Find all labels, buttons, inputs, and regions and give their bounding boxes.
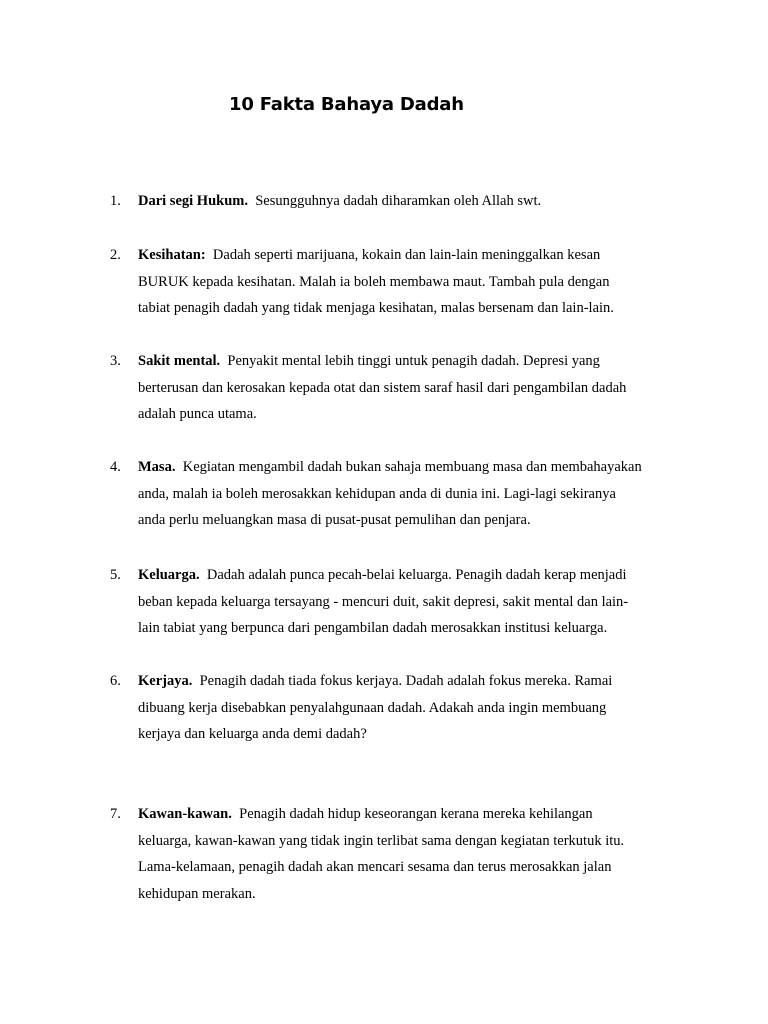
fact-heading: Masa. [138,459,176,475]
fact-line: kehidupan merakan. [138,886,256,903]
fact-item [110,348,690,428]
fact-line: dibuang kerja disebabkan penyalahgunaan dadah. Adakah anda ingin membuang [138,699,607,716]
fact-text: Kegiatan mengambil dadah bukan sahaja membuang masa dan membahayakan [182,459,642,475]
fact-number: 2. [110,247,121,263]
fact-number: 1. [110,193,121,209]
fact-text: Dadah adalah punca pecah-belai keluarga. Penagih dadah kerap menjadi [206,567,627,583]
fact-line: tabiat penagih dadah yang tidak menjaga kesihatan, malas bersenam dan lain-lain. [138,300,614,317]
fact-line: beban kepada keluarga tersayang - mencuri duit, sakit depresi, sakit mental dan lain- [138,593,629,610]
fact-body [138,668,690,748]
fact-line [138,242,690,269]
fact-line [138,801,690,828]
fact-body [138,348,690,428]
fact-text: Penagih dadah hidup keseorangan kerana mereka kehilangan [239,806,593,822]
fact-text: Sesungguhnya dadah diharamkan oleh Allah swt. [255,193,542,209]
fact-line [138,668,690,695]
fact-body [138,188,690,215]
fact-text: Penagih dadah tiada fokus kerjaya. Dadah adalah fokus mereka. Ramai [199,673,613,689]
fact-text: Penyakit mental lebih tinggi untuk penagih dadah. Depresi yang [227,353,600,369]
fact-heading: Kerjaya. [138,673,193,689]
fact-line: BURUK kepada kesihatan. Malah ia boleh membawa maut. Tambah pula dengan [138,273,610,290]
fact-body [138,242,690,322]
fact-line [138,348,690,375]
fact-line: anda perlu meluangkan masa di pusat-pusat pemulihan dan penjara. [138,512,531,529]
fact-item [110,454,690,534]
fact-line [138,454,690,481]
fact-item [110,188,690,215]
fact-heading: Kawan-kawan. [138,806,232,822]
fact-line: anda, malah ia boleh merosakkan kehidupan anda di dunia ini. Lagi-lagi sekiranya [138,485,616,502]
fact-number: 6. [110,673,121,689]
fact-number: 4. [110,459,121,475]
fact-body [138,801,690,908]
fact-heading: Kesihatan: [138,247,206,263]
fact-heading: Sakit mental. [138,353,221,369]
fact-number: 3. [110,353,121,369]
fact-heading: Dari segi Hukum. [138,193,248,209]
fact-number: 5. [110,567,121,583]
fact-line: keluarga, kawan-kawan yang tidak ingin terlibat sama dengan kegiatan terkutuk itu. [138,832,625,849]
fact-line: Lama-kelamaan, penagih dadah akan mencari sesama dan terus merosakkan jalan [138,859,612,876]
fact-item [110,668,690,748]
fact-line: berterusan dan kerosakan kepada otat dan sistem saraf hasil dari pengambilan dadah [138,379,627,396]
fact-line [138,562,690,589]
fact-item [110,801,690,908]
fact-line [138,188,690,215]
fact-heading: Keluarga. [138,567,200,583]
fact-body [138,454,690,534]
fact-number: 7. [110,806,121,822]
fact-item [110,562,690,642]
fact-line: lain tabiat yang berpunca dari pengambilan dadah merosakkan institusi keluarga. [138,620,608,637]
fact-line: kerjaya dan keluarga anda demi dadah? [138,726,367,743]
document-title: 10 Fakta Bahaya Dadah [229,94,464,115]
fact-body [138,562,690,642]
fact-item [110,242,690,322]
fact-text: Dadah seperti marijuana, kokain dan lain-lain meninggalkan kesan [212,247,601,263]
fact-line: adalah punca utama. [138,406,257,423]
